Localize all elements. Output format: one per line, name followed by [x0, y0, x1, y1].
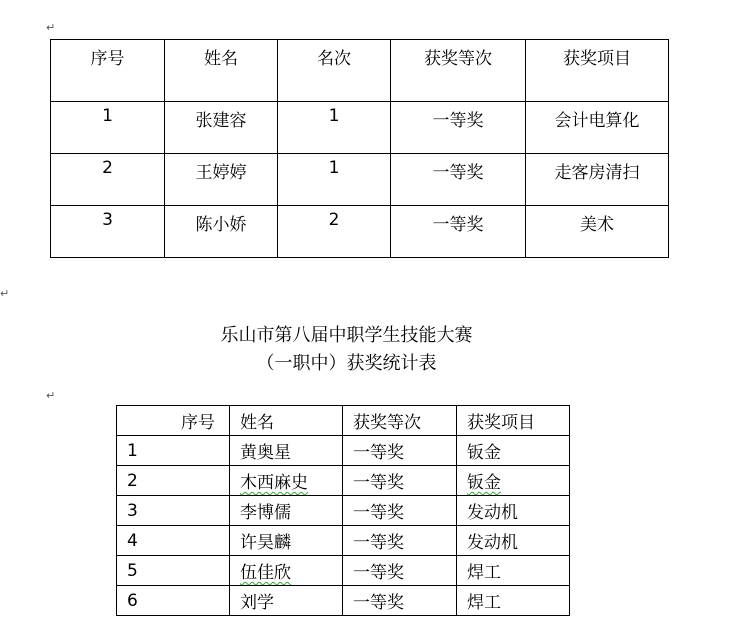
header-cell[interactable]: 获奖等次: [391, 40, 526, 102]
table-cell[interactable]: 焊工: [457, 556, 570, 586]
table-cell[interactable]: 刘学: [230, 586, 343, 616]
table-cell[interactable]: 1: [278, 154, 391, 206]
table-cell[interactable]: 2: [278, 206, 391, 258]
table-cell[interactable]: 2: [51, 154, 165, 206]
table-row: [51, 206, 669, 258]
header-cell[interactable]: 获奖项目: [457, 406, 570, 436]
table-cell[interactable]: 黄奥星: [230, 436, 343, 466]
table-row: [117, 586, 570, 616]
table-cell[interactable]: 张建容: [165, 102, 278, 154]
paragraph-mark: ↵: [46, 21, 56, 34]
table-row: [51, 154, 669, 206]
table-header-row: [117, 406, 570, 436]
spellcheck-text: 木西麻史: [240, 473, 308, 493]
table-cell[interactable]: 美术: [526, 206, 669, 258]
table-cell[interactable]: 李博儒: [230, 496, 343, 526]
table-cell[interactable]: [457, 466, 570, 496]
table-cell[interactable]: 3: [117, 496, 230, 526]
header-cell[interactable]: 获奖项目: [526, 40, 669, 102]
header-cell[interactable]: 姓名: [165, 40, 278, 102]
table-cell[interactable]: 一等奖: [343, 556, 457, 586]
table-cell[interactable]: 一等奖: [391, 206, 526, 258]
table-row: [117, 526, 570, 556]
table-cell[interactable]: 一等奖: [343, 466, 457, 496]
table-cell[interactable]: 发动机: [457, 526, 570, 556]
paragraph-mark: ↵: [46, 389, 56, 402]
header-cell[interactable]: 序号: [51, 40, 165, 102]
table-cell[interactable]: 一等奖: [391, 154, 526, 206]
table-cell[interactable]: 一等奖: [343, 496, 457, 526]
table-cell[interactable]: 4: [117, 526, 230, 556]
paragraph-mark: ↵: [0, 287, 10, 300]
table-cell[interactable]: 一等奖: [343, 436, 457, 466]
header-cell[interactable]: 序号: [117, 406, 230, 436]
table-cell[interactable]: 会计电算化: [526, 102, 669, 154]
awards-table-1: [50, 39, 669, 258]
table-cell[interactable]: 一等奖: [343, 526, 457, 556]
table-cell[interactable]: 陈小娇: [165, 206, 278, 258]
table-cell[interactable]: 一等奖: [343, 586, 457, 616]
table-cell[interactable]: 1: [51, 102, 165, 154]
table-cell[interactable]: 5: [117, 556, 230, 586]
table-row: [117, 466, 570, 496]
table-cell[interactable]: 2: [117, 466, 230, 496]
document-subtitle: （一职中）获奖统计表: [256, 353, 437, 374]
table-row: [117, 496, 570, 526]
table-cell[interactable]: 许昊麟: [230, 526, 343, 556]
table-cell[interactable]: [230, 556, 343, 586]
table-cell[interactable]: [230, 466, 343, 496]
table-cell[interactable]: 焊工: [457, 586, 570, 616]
table-cell[interactable]: 1: [117, 436, 230, 466]
table-row: [117, 436, 570, 466]
table-cell[interactable]: 走客房清扫: [526, 154, 669, 206]
table-cell[interactable]: 一等奖: [391, 102, 526, 154]
document-title: 乐山市第八届中职学生技能大赛: [220, 325, 473, 346]
table-cell[interactable]: 王婷婷: [165, 154, 278, 206]
table-header-row: [51, 40, 669, 102]
spellcheck-text: 钣金: [467, 473, 501, 493]
table-row: [51, 102, 669, 154]
table-cell[interactable]: 发动机: [457, 496, 570, 526]
header-cell[interactable]: 获奖等次: [343, 406, 457, 436]
header-cell[interactable]: 名次: [278, 40, 391, 102]
awards-table-2: [116, 405, 570, 616]
table-cell[interactable]: 6: [117, 586, 230, 616]
header-cell[interactable]: 姓名: [230, 406, 343, 436]
table-cell[interactable]: 3: [51, 206, 165, 258]
table-cell[interactable]: 1: [278, 102, 391, 154]
spellcheck-text: 伍佳欣: [240, 563, 291, 583]
table-row: [117, 556, 570, 586]
table-cell[interactable]: 钣金: [457, 436, 570, 466]
